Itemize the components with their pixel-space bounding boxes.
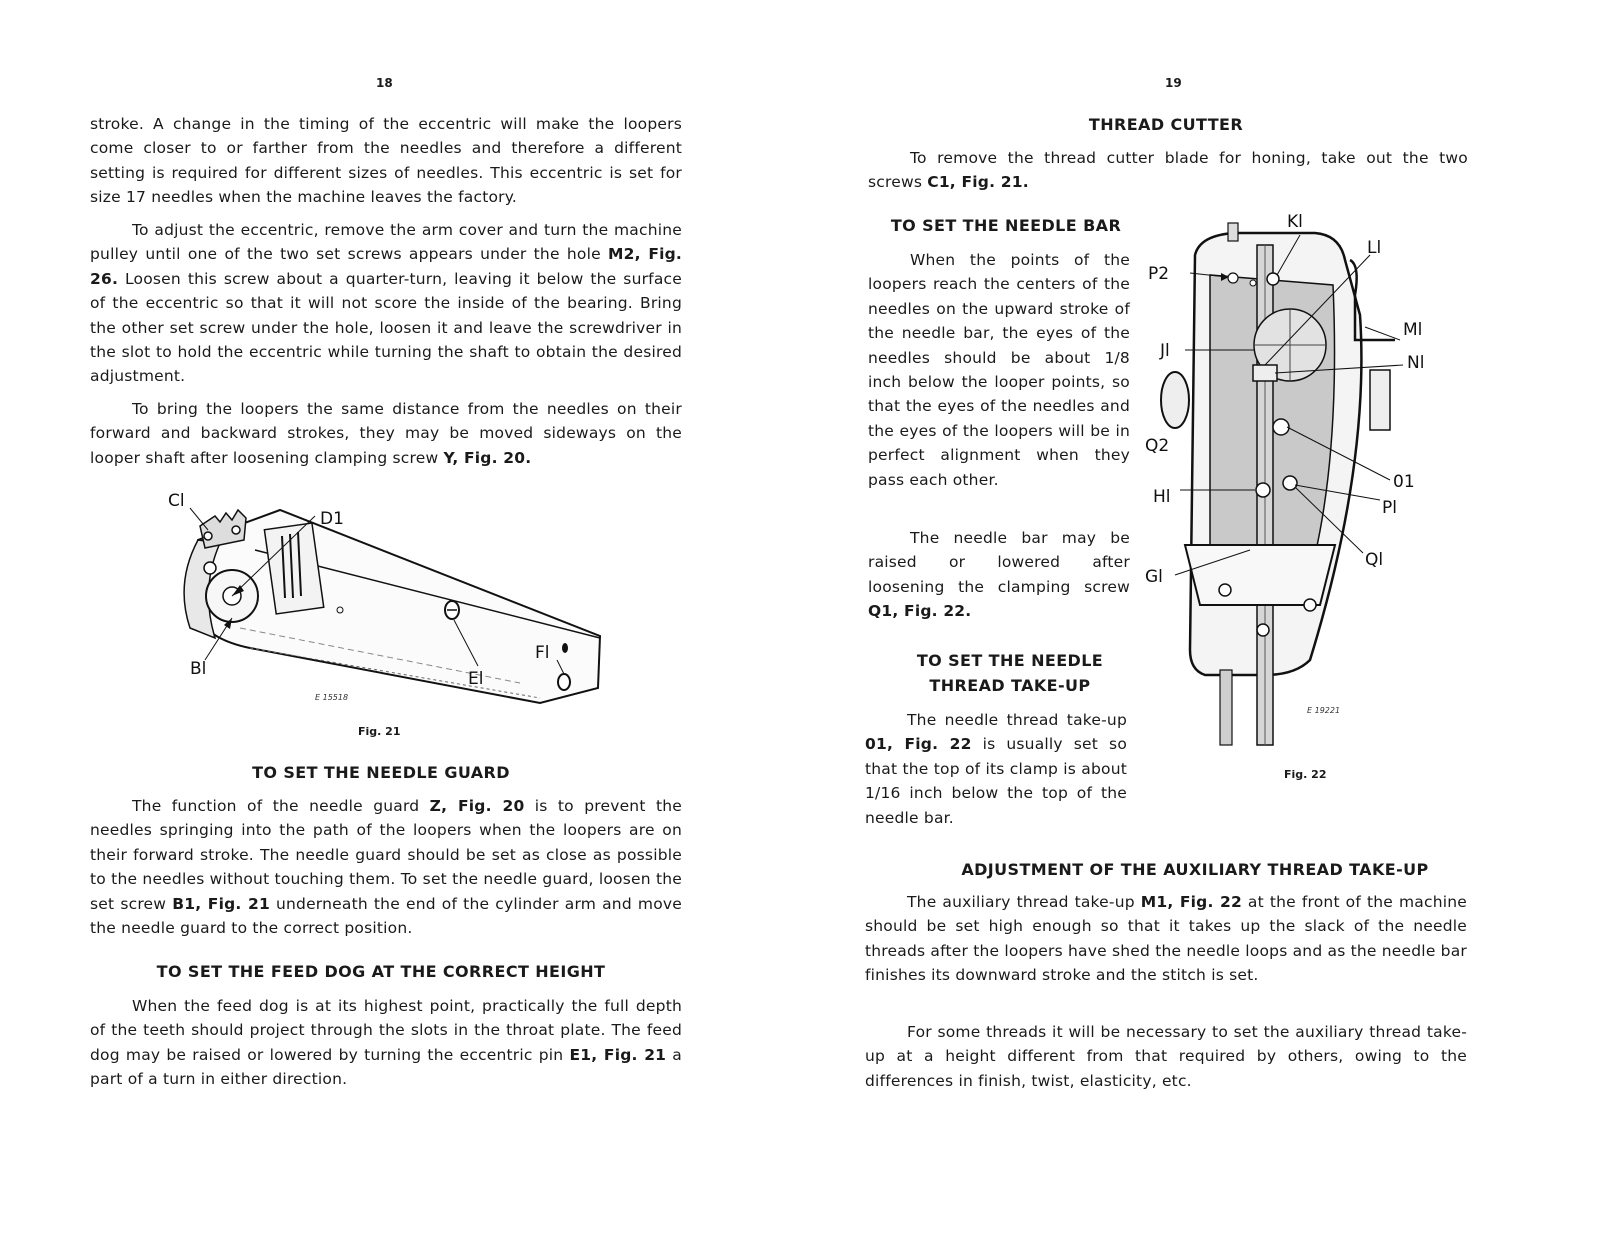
heading-needle-bar: TO SET THE NEEDLE BAR (890, 216, 1122, 235)
fig22-label-q2: Q2 (1145, 436, 1170, 456)
fig21-label-c1: Cl (168, 491, 185, 511)
fig22-label-l1: Ll (1367, 238, 1382, 258)
paragraph-needle-bar: When the points of the loopers reach the centers of the needles on the upward stroke of the needle bar, the eyes of the needles should be about 1/8 inch below the looper points, so that the eyes of the needles and the eyes of the loopers will be in perfect alignment when they pass each other. (868, 251, 1130, 489)
paragraph-needle-thread-takeup: The needle thread take-up 01, Fig. 22 is usually set so that the top of its clamp is about 1/16 inch below the top of the needle bar. (865, 711, 1127, 827)
heading-auxiliary-takeup: ADJUSTMENT OF THE AUXILIARY THREAD TAKE-UP (961, 860, 1429, 879)
heading-needle-thread-takeup: TO SET THE NEEDLE THREAD TAKE-UP (916, 651, 1104, 695)
fig22-label-q1: Ql (1365, 550, 1384, 570)
fig22-label-h1: Hl (1153, 487, 1171, 507)
paragraph-needle-guard: The function of the needle guard Z, Fig. 20 is to prevent the needles springing into the path of the loopers when the loopers are on their forward stroke. The needle guard should be set as close as possible to the needles without touching them. To set the needle guard, loosen the set screw B1, Fig. 21 underneath the end of the cylinder arm and move the needle guard to the correct position. (90, 797, 682, 938)
heading-thread-cutter: THREAD CUTTER (1088, 115, 1244, 134)
fig21-label-b1: Bl (190, 659, 207, 679)
paragraph-looper-distance: To bring the loopers the same distance from the needles on their forward and backward strokes, they may be moved sideways on the looper shaft after loosening clamping screw Y, Fig. 20. (90, 400, 682, 467)
fig22-label-g1: Gl (1145, 567, 1163, 587)
figure-21-caption: Fig. 21 (358, 725, 401, 738)
left-page (0, 0, 790, 1236)
page-number: 18 (376, 76, 393, 90)
figure-22-caption: Fig. 22 (1284, 768, 1327, 781)
paragraph-thread-differences: For some threads it will be necessary to set the auxiliary thread take-up at a height different from that required by others, owing to the differences in finish, twist, elasticity, etc. (865, 1023, 1467, 1090)
figure-22-needle-bar-mechanism (1145, 205, 1465, 750)
paragraph-feed-dog: When the feed dog is at its highest point, practically the full depth of the teeth should project through the slots in the throat plate. The feed dog may be raised or lowered by turning the eccentric pin E1, Fig. 21 a part of a turn in either direction. (90, 997, 682, 1089)
page-number: 19 (1165, 76, 1182, 90)
paragraph-auxiliary-takeup: The auxiliary thread take-up M1, Fig. 22 at the front of the machine should be set high enough so that it takes up the slack of the needle threads after the loopers have shed the needle loops and as the needle bar finishes its downward stroke and the stitch is set. (865, 893, 1467, 985)
figure-21-cylinder-arm (160, 488, 610, 713)
paragraph-needle-bar-clamp: The needle bar may be raised or lowered after loosening the clamping screw Q1, Fig. 22. (868, 529, 1130, 621)
heading-feed-dog: TO SET THE FEED DOG AT THE CORRECT HEIGHT (156, 962, 606, 981)
fig22-label-j1: Jl (1160, 341, 1170, 361)
paragraph-adjust-eccentric: To adjust the eccentric, remove the arm cover and turn the machine pulley until one of the two set screws appears under the hole M2, Fig. 26. Loosen this screw about a quarter-turn, leaving it below the surface of the eccentric so that it will not score the inside of the bearing. Bring the other set screw under the hole, loosen it and leave the screwdriver in the slot to hold the eccentric while turning the shaft to obtain the desired adjustment. (90, 221, 682, 386)
fig22-label-p1: Pl (1382, 498, 1397, 518)
fig21-label-f1: Fl (535, 643, 550, 663)
heading-needle-guard: TO SET THE NEEDLE GUARD (252, 763, 510, 782)
fig22-code: E 19221 (1307, 706, 1341, 715)
fig22-label-m1: Ml (1403, 320, 1423, 340)
fig21-label-e1: El (468, 669, 484, 689)
right-page (790, 0, 1600, 1236)
fig21-label-d1: D1 (320, 509, 344, 529)
fig21-code: E 15518 (315, 693, 349, 702)
fig22-label-k1: Kl (1287, 212, 1303, 232)
paragraph-thread-cutter: To remove the thread cutter blade for honing, take out the two screws C1, Fig. 21. (868, 149, 1468, 192)
fig22-label-o1: 01 (1393, 472, 1415, 492)
fig22-label-n1: Nl (1407, 353, 1425, 373)
fig22-label-p2: P2 (1148, 264, 1170, 284)
paragraph-eccentric-timing: stroke. A change in the timing of the eccentric will make the loopers come closer to or farther from the needles and therefore a different setting is required for different sizes of needles. This eccentric is set for size 17 needles when the machine leaves the factory. (90, 115, 682, 207)
